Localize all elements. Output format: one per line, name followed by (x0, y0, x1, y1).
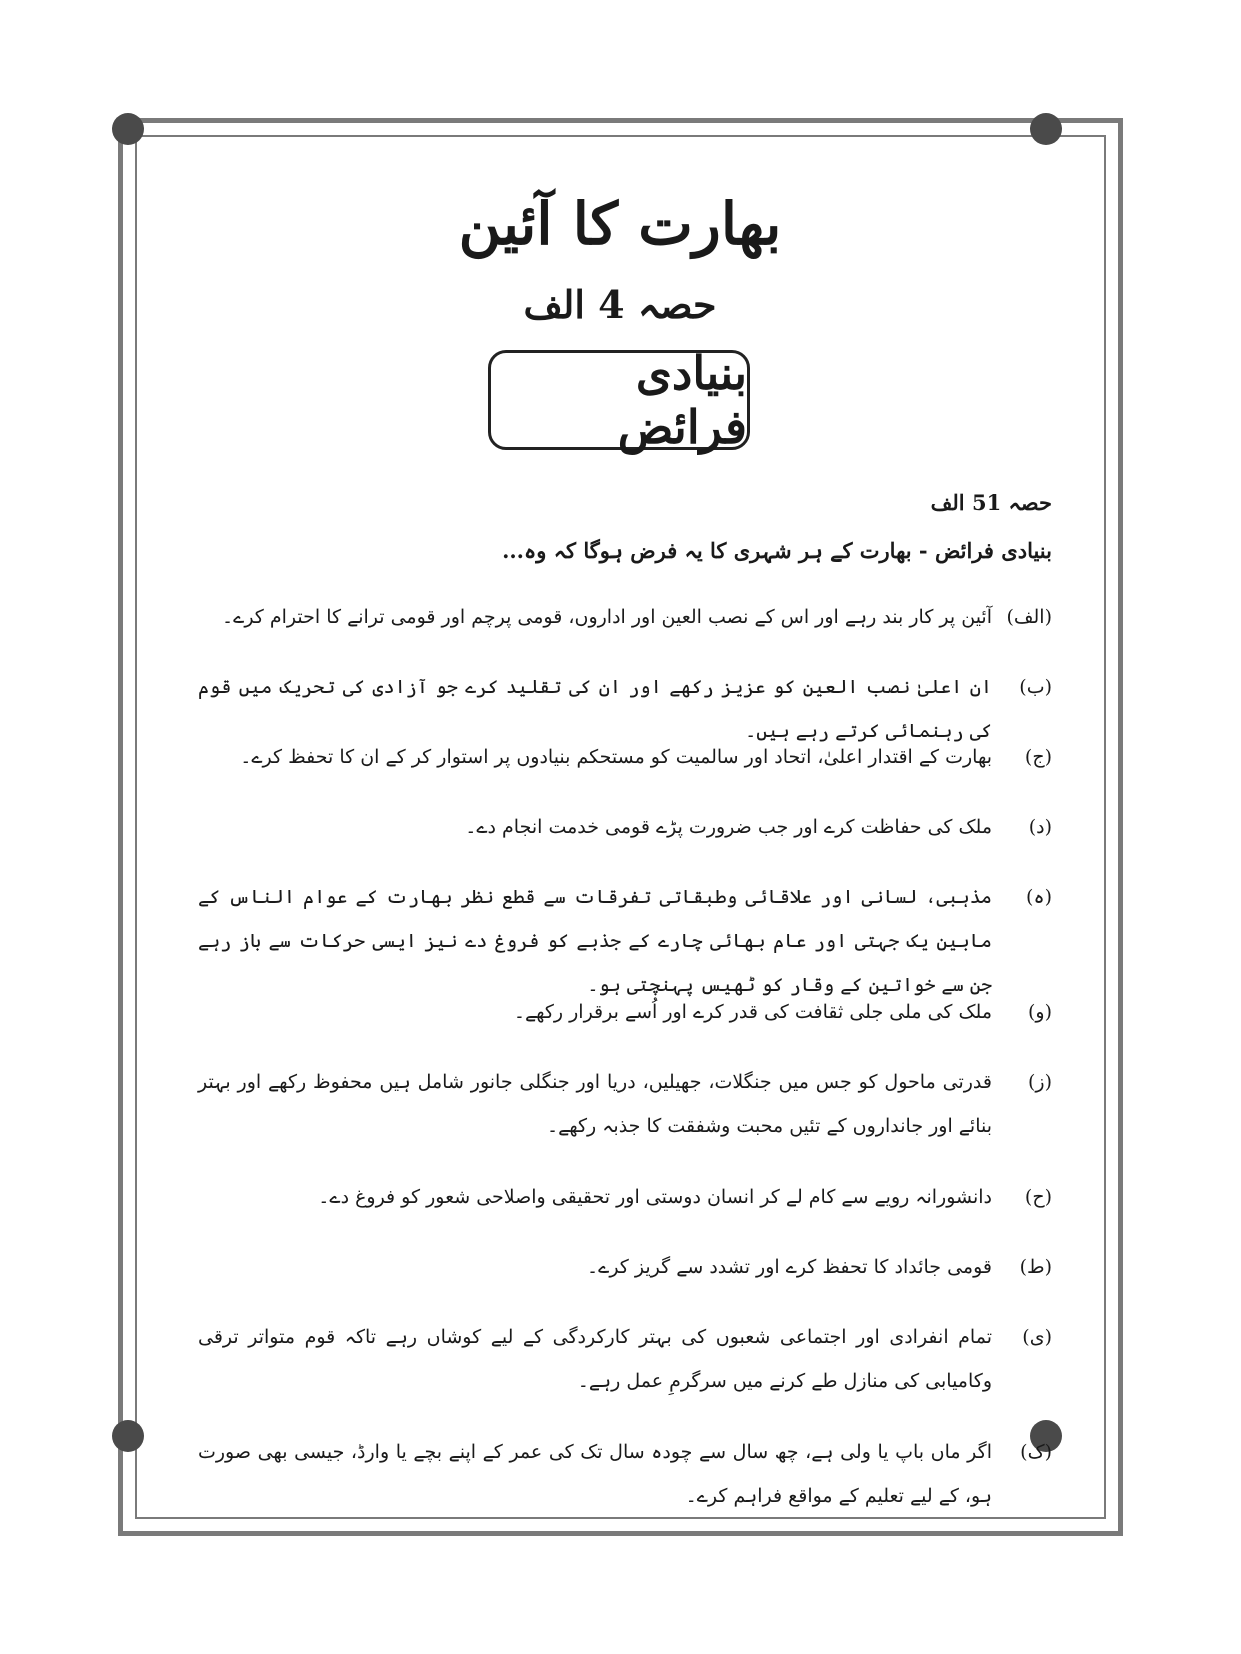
duty-letter: (ہ) (1026, 886, 1052, 908)
duty-letter: (الف) (1006, 606, 1052, 628)
corner-dot-bottom-left (112, 1420, 144, 1452)
corner-dot-top-right (1030, 113, 1062, 145)
duty-text: آئین پر کار بند رہے اور اس کے نصب العین اور اداروں، قومی پرچم اور قومی ترانے کا احترام کرے۔ (222, 606, 992, 628)
duty-text: بھارت کے اقتدار اعلیٰ، اتحاد اور سالمیت کو مستحکم بنیادوں پر استوار کر کے ان کا تحفظ کرے۔ (240, 746, 992, 768)
duty-letter: (د) (1028, 816, 1052, 838)
duty-text: اگر ماں باپ یا ولی ہے، چھ سال سے چودہ سال تک کی عمر کے اپنے بچے یا وارڈ، جیسی بھی صورت ہو، کے لیے تعلیم کے مواقع فراہم کرے۔ (198, 1441, 992, 1507)
duty-letter: (ح) (1024, 1186, 1052, 1208)
list-item (198, 595, 1052, 639)
duty-text: مذہبی، لسانی اور علاقائی وطبقاتی تفرقات سے قطع نظر بھارت کے عوام الناس کے مابین یک جہتی اور عام بھائی چارے کے جذبے کو فروغ دے نیز ایسی حرکات سے باز رہے جن سے خواتین کے وقار کو ٹھیس پہنچتی ہو۔ (198, 886, 992, 996)
duty-letter: (ج) (1024, 746, 1052, 768)
duty-text: قدرتی ماحول کو جس میں جنگلات، جھیلیں، دریا اور جنگلی جانور شامل ہیں محفوظ رکھے اور بہتر بنائے اور جانداروں کے تئیں محبت وشفقت کا جذبہ رکھے۔ (198, 1071, 992, 1137)
duty-letter: (ط) (1019, 1256, 1052, 1278)
duty-text: دانشورانہ رویے سے کام لے کر انسان دوستی اور تحقیقی واصلاحی شعور کو فروغ دے۔ (318, 1186, 992, 1208)
list-item (198, 735, 1052, 779)
duty-letter: (ی) (1022, 1326, 1052, 1348)
list-item (198, 1430, 1052, 1518)
duty-text: تمام انفرادی اور اجتماعی شعبوں کی بہتر کارکردگی کے لیے کوشاں رہے تاکہ قوم متواتر ترقی وکامیابی کی منازل طے کرنے میں سرگرمِ عمل رہے۔ (198, 1326, 992, 1392)
corner-dot-top-left (112, 113, 144, 145)
list-item (198, 1245, 1052, 1289)
duty-letter: (ب) (1019, 676, 1052, 698)
list-item (198, 1060, 1052, 1148)
list-item (198, 1315, 1052, 1403)
article-number: حصہ 51 الف (930, 490, 1052, 515)
list-item (198, 805, 1052, 849)
list-item (198, 875, 1052, 1007)
page-content (170, 150, 1070, 1510)
document-title: بھارت کا آئین (458, 190, 782, 258)
duty-text: ان اعلیٰ نصب العین کو عزیز رکھے اور ان کی تقلید کرے جو آزادی کی تحریک میں قوم کی رہنمائی کرتے رہے ہیں۔ (198, 676, 992, 742)
part-heading: حصہ 4 الف (523, 282, 717, 327)
intro-text: بنیادی فرائض - بھارت کے ہر شہری کا یہ فرض ہوگا کہ وہ... (502, 538, 1052, 563)
duty-letter: (و) (1027, 1001, 1052, 1023)
list-item (198, 990, 1052, 1034)
duty-letter: (ز) (1027, 1071, 1052, 1093)
duty-text: ملک کی ملی جلی ثقافت کی قدر کرے اور اُسے برقرار رکھے۔ (513, 1001, 992, 1023)
duty-letter: (ک) (1020, 1441, 1052, 1463)
duty-text: قومی جائداد کا تحفظ کرے اور تشدد سے گریز کرے۔ (587, 1256, 992, 1278)
list-item (198, 1175, 1052, 1219)
boxed-heading: بنیادی فرائض (488, 350, 750, 450)
duty-text: ملک کی حفاظت کرے اور جب ضرورت پڑے قومی خدمت انجام دے۔ (465, 816, 992, 838)
